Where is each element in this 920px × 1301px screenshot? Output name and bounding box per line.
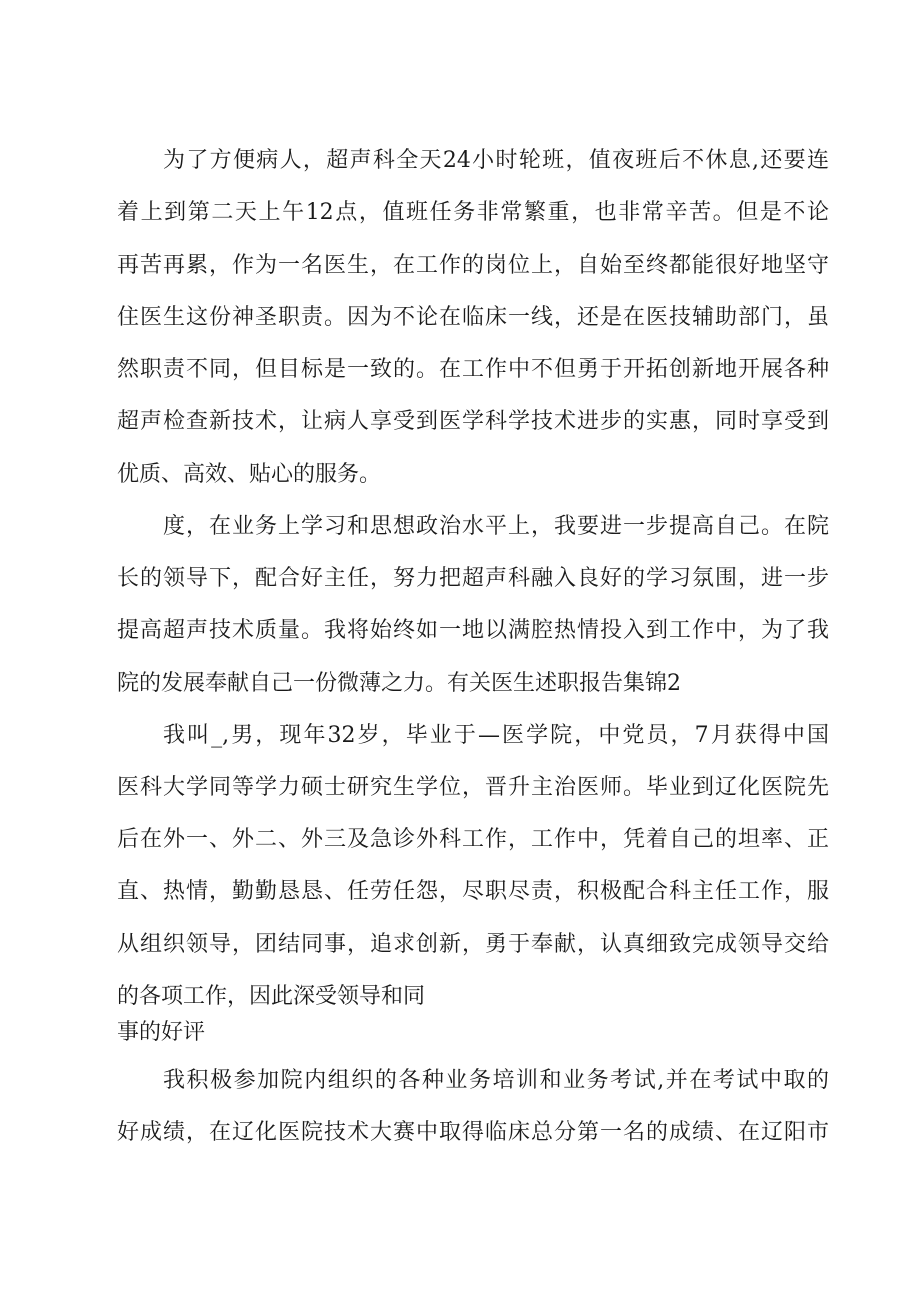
paragraph-1-line-7: 优质、高效、贴心的服务。 <box>117 462 382 487</box>
paragraph-3-line-2: 医科大学同等学力硕士研究生学位，晋升主治医师。毕业到辽化医院先 <box>117 775 829 800</box>
paragraph-3-line-3: 后在外一、外二、外三及急诊外科工作，工作中，凭着自己的坦率、正 <box>117 827 829 852</box>
paragraph-1-line-6: 超声检查新技术，让病人享受到医学科学技术进步的实惠，同时享受到 <box>117 409 829 434</box>
paragraph-1-line-1: 为了方便病人，超声科全天24小时轮班，值夜班后不休息,还要连 <box>163 148 829 173</box>
paragraph-1-line-5: 然职责不同，但目标是一致的。在工作中不但勇于开拓创新地开展各种 <box>117 357 829 382</box>
paragraph-3-line-4: 直、热情，勤勤恳恳、任劳任怨，尽职尽责，积极配合科主任工作，服 <box>117 879 829 904</box>
paragraph-1-line-3: 再苦再累，作为一名医生，在工作的岗位上，自始至终都能很好地坚守 <box>117 253 829 278</box>
paragraph-3-line-7: 事的好评 <box>117 1020 206 1045</box>
paragraph-3-line-5: 从组织领导，团结同事，追求创新，勇于奉献，认真细致完成领导交给 <box>117 932 829 957</box>
paragraph-2-line-4: 院的发展奉献自己一份微薄之力。有关医生述职报告集锦2 <box>117 671 681 696</box>
paragraph-2-line-2: 长的领导下，配合好主任，努力把超声科融入良好的学习氛围，进一步 <box>117 566 829 591</box>
paragraph-1-line-4: 住医生这份神圣职责。因为不论在临床一线，还是在医技辅助部门，虽 <box>117 305 829 330</box>
paragraph-3-line-1: 我叫_,男，现年32岁，毕业于—医学院，中党员，7月获得中国 <box>163 723 829 748</box>
paragraph-1-line-2: 着上到第二天上午12点，值班任务非常繁重，也非常辛苦。但是不论 <box>117 200 829 225</box>
paragraph-2-line-3: 提高超声技术质量。我将始终如一地以满腔热情投入到工作中，为了我 <box>117 618 829 643</box>
paragraph-4-line-2: 好成绩，在辽化医院技术大赛中取得临床总分第一名的成绩、在辽阳市 <box>117 1120 829 1145</box>
paragraph-4-line-1: 我积极参加院内组织的各种业务培训和业务考试,并在考试中取的 <box>163 1068 829 1093</box>
paragraph-3-line-6: 的各项工作，因此深受领导和同 <box>117 984 426 1009</box>
paragraph-2-line-1: 度，在业务上学习和思想政治水平上，我要进一步提高自己。在院 <box>163 514 829 539</box>
